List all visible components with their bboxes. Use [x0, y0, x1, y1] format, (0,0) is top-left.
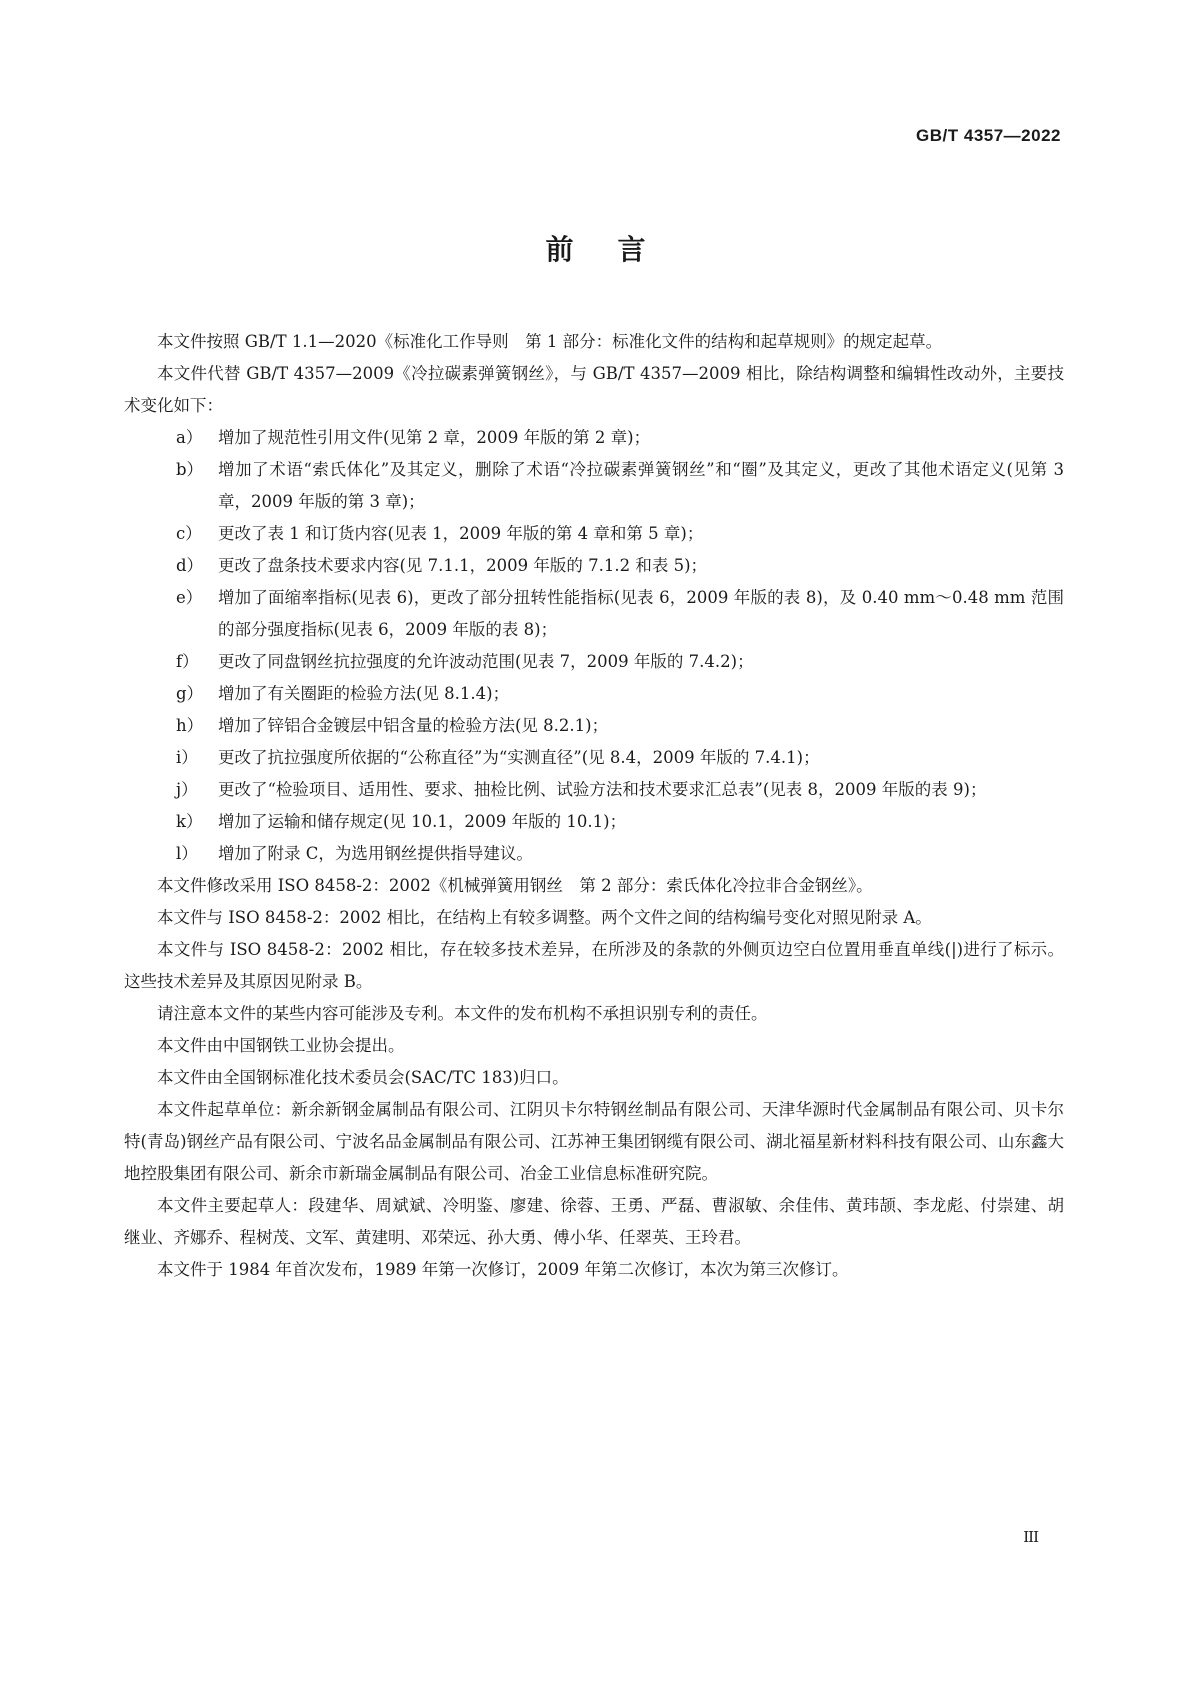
list-item — [124, 678, 1064, 710]
list-item — [124, 774, 1064, 806]
paragraph: 本文件修改采用 ISO 8458-2：2002《机械弹簧用钢丝 第 2 部分：索氏体化冷拉非合金钢丝》。 — [157, 876, 873, 895]
list-item — [124, 454, 1064, 518]
list-item — [124, 422, 1064, 454]
list-marker: f） — [176, 652, 199, 671]
list-item — [124, 518, 1064, 550]
list-marker: h） — [176, 716, 204, 735]
list-item-text: 更改了表 1 和订货内容(见表 1，2009 年版的第 4 章和第 5 章)； — [218, 524, 704, 543]
list-marker: c） — [176, 524, 202, 543]
list-item — [124, 582, 1064, 646]
list-item — [124, 742, 1064, 774]
list-marker: b） — [176, 460, 204, 479]
list-item-text: 增加了有关圈距的检验方法(见 8.1.4)； — [218, 684, 510, 703]
list-item-text: 增加了锌铝合金镀层中铝含量的检验方法(见 8.2.1)； — [218, 716, 609, 735]
list-marker: j） — [176, 780, 198, 799]
list-marker: a） — [176, 428, 203, 447]
list-item-text: 更改了盘条技术要求内容(见 7.1.1，2009 年版的 7.1.2 和表 5)； — [218, 556, 708, 575]
paragraph: 本文件按照 GB/T 1.1—2020《标准化工作导则 第 1 部分：标准化文件的结构和起草规则》的规定起草。 — [157, 332, 943, 351]
paragraph: 本文件起草单位：新余新钢金属制品有限公司、江阴贝卡尔特钢丝制品有限公司、天津华源时代金属制品有限公司、贝卡尔特(青岛)钢丝产品有限公司、宁波名品金属制品有限公司、江苏神王集团钢缆有限公司、湖北福星新材料科技有限公司、山东鑫大地控股集团有限公司、新余市新瑞金属制品有限公司、冶金工业信息标准研究院。 — [124, 1100, 1064, 1183]
paragraph: 本文件与 ISO 8458-2：2002 相比，存在较多技术差异，在所涉及的条款的外侧页边空白位置用垂直单线(|)进行了标示。这些技术差异及其原因见附录 B。 — [124, 940, 1064, 991]
changes-list — [124, 422, 1064, 870]
list-marker: g） — [176, 684, 204, 703]
list-item-text: 更改了同盘钢丝抗拉强度的允许波动范围(见表 7，2009 年版的 7.4.2)； — [218, 652, 754, 671]
list-item — [124, 838, 1064, 870]
list-marker: d） — [176, 556, 204, 575]
paragraph: 本文件由中国钢铁工业协会提出。 — [157, 1036, 405, 1055]
paragraph: 本文件代替 GB/T 4357—2009《冷拉碳素弹簧钢丝》，与 GB/T 4357—2009 相比，除结构调整和编辑性改动外，主要技术变化如下： — [124, 364, 1064, 415]
paragraph: 本文件于 1984 年首次发布，1989 年第一次修订，2009 年第二次修订，本次为第三次修订。 — [157, 1260, 849, 1279]
list-item — [124, 550, 1064, 582]
list-item-text: 更改了抗拉强度所依据的“公称直径”为“实测直径”(见 8.4，2009 年版的 7.4.1)； — [218, 748, 820, 767]
paragraph: 本文件由全国钢标准化技术委员会(SAC/TC 183)归口。 — [157, 1068, 569, 1087]
list-item-text: 增加了运输和储存规定(见 10.1，2009 年版的 10.1)； — [218, 812, 627, 831]
list-item-text: 增加了规范性引用文件(见第 2 章，2009 年版的第 2 章)； — [218, 428, 651, 447]
standard-code: GB/T 4357—2022 — [916, 126, 1061, 145]
list-item-text: 增加了附录 C，为选用钢丝提供指导建议。 — [218, 844, 533, 863]
list-item-text: 增加了面缩率指标(见表 6)，更改了部分扭转性能指标(见表 6，2009 年版的表 8)，及 0.40 mm～0.48 mm 范围的部分强度指标(见表 6，2009 年版的表 8)； — [218, 588, 1064, 639]
list-marker: e） — [176, 588, 203, 607]
page-title: 前言 — [545, 233, 690, 266]
paragraph: 请注意本文件的某些内容可能涉及专利。本文件的发布机构不承担识别专利的责任。 — [157, 1004, 768, 1023]
document-body — [124, 326, 1064, 1286]
list-item-text: 增加了术语“索氏体化”及其定义，删除了术语“冷拉碳素弹簧钢丝”和“圈”及其定义，更改了其他术语定义(见第 3 章，2009 年版的第 3 章)； — [218, 460, 1064, 511]
list-marker: i） — [176, 748, 198, 767]
list-item — [124, 646, 1064, 678]
paragraph: 本文件主要起草人：段建华、周斌斌、冷明鉴、廖建、徐蓉、王勇、严磊、曹淑敏、余佳伟、黄玮颉、李龙彪、付崇建、胡继业、齐娜乔、程树茂、文军、黄建明、邓荣远、孙大勇、傅小华、任翠英、王玲君。 — [124, 1196, 1064, 1247]
list-marker: l） — [176, 844, 198, 863]
paragraph: 本文件与 ISO 8458-2：2002 相比，在结构上有较多调整。两个文件之间的结构编号变化对照见附录 A。 — [157, 908, 932, 927]
list-item-text: 更改了“检验项目、适用性、要求、抽检比例、试验方法和技术要求汇总表”(见表 8，2009 年版的表 9)； — [218, 780, 987, 799]
list-item — [124, 806, 1064, 838]
list-item — [124, 710, 1064, 742]
page-number: III — [1023, 1528, 1038, 1546]
list-marker: k） — [176, 812, 203, 831]
